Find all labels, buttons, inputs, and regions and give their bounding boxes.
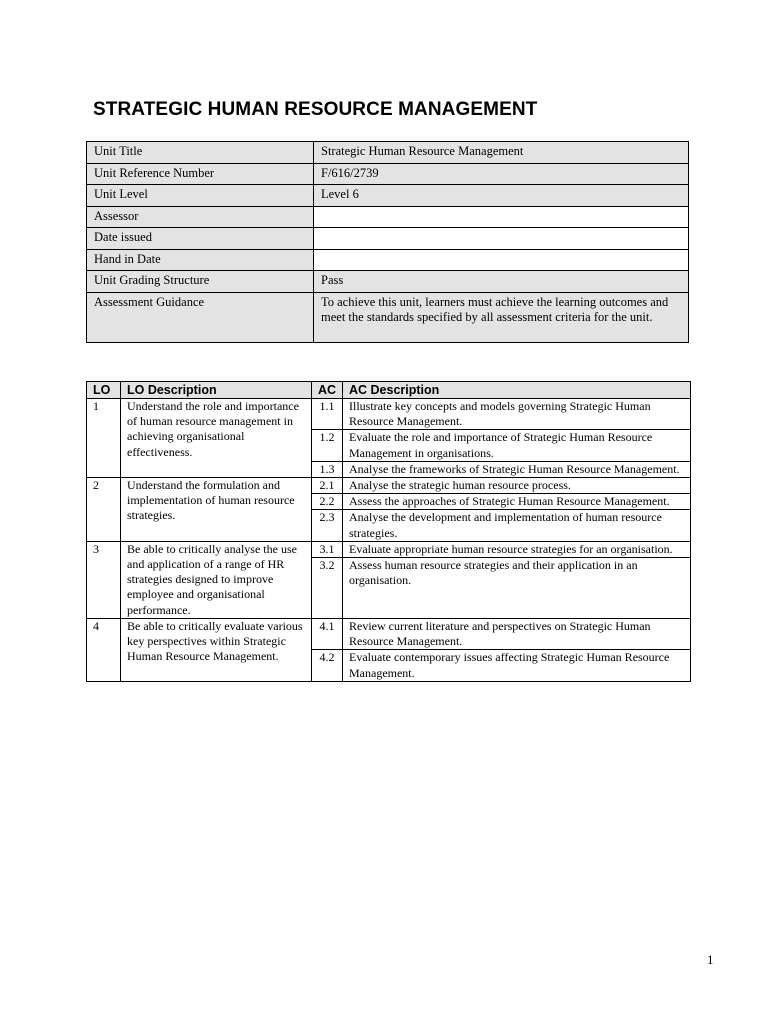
unit-info-value — [314, 228, 689, 250]
lo-number: 2 — [87, 478, 121, 542]
lo-number: 3 — [87, 541, 121, 618]
learning-outcomes-table — [86, 381, 691, 682]
unit-info-value: Level 6 — [314, 185, 689, 207]
table-row — [87, 541, 691, 557]
table-row — [87, 478, 691, 494]
ac-description: Assess the approaches of Strategic Human Resource Management. — [343, 494, 691, 510]
lo-description-header: LO Description — [121, 382, 312, 399]
unit-info-row — [87, 228, 689, 250]
lo-number: 1 — [87, 399, 121, 478]
page-number: 1 — [707, 952, 714, 967]
unit-info-label: Hand in Date — [87, 249, 314, 271]
ac-number: 3.1 — [312, 541, 343, 557]
unit-info-label: Assessment Guidance — [87, 292, 314, 342]
ac-description: Evaluate appropriate human resource strategies for an organisation. — [343, 541, 691, 557]
unit-info-label: Unit Reference Number — [87, 163, 314, 185]
lo-description: Be able to critically evaluate various key perspectives within Strategic Human Resource Management. — [121, 619, 312, 682]
unit-info-label: Date issued — [87, 228, 314, 250]
ac-description: Review current literature and perspectives on Strategic Human Resource Management. — [343, 619, 691, 650]
unit-info-value: To achieve this unit, learners must achieve the learning outcomes and meet the standards specified by all assessment criteria for the unit. — [314, 292, 689, 342]
unit-info-row — [87, 249, 689, 271]
unit-info-row — [87, 163, 689, 185]
ac-number: 2.3 — [312, 510, 343, 541]
unit-info-value: F/616/2739 — [314, 163, 689, 185]
ac-number: 4.2 — [312, 650, 343, 681]
lo-header: LO — [87, 382, 121, 399]
unit-info-value: Strategic Human Resource Management — [314, 142, 689, 164]
ac-header: AC — [312, 382, 343, 399]
table-row — [87, 399, 691, 430]
ac-description: Evaluate the role and importance of Strategic Human Resource Management in organisations. — [343, 430, 691, 461]
ac-number: 4.1 — [312, 619, 343, 650]
ac-number: 3.2 — [312, 558, 343, 619]
unit-info-row — [87, 142, 689, 164]
unit-info-label: Unit Level — [87, 185, 314, 207]
lo-description: Be able to critically analyse the use and application of a range of HR strategies designed to improve employee and organisational performance. — [121, 541, 312, 618]
ac-description: Analyse the frameworks of Strategic Human Resource Management. — [343, 461, 691, 477]
unit-info-row — [87, 292, 689, 342]
ac-number: 1.1 — [312, 399, 343, 430]
unit-info-row — [87, 206, 689, 228]
ac-description: Evaluate contemporary issues affecting Strategic Human Resource Management. — [343, 650, 691, 681]
ac-number: 1.3 — [312, 461, 343, 477]
ac-description-header: AC Description — [343, 382, 691, 399]
document-title: STRATEGIC HUMAN RESOURCE MANAGEMENT — [93, 99, 538, 120]
lo-description: Understand the formulation and implementation of human resource strategies. — [121, 478, 312, 542]
lo-table-header-row — [87, 382, 691, 399]
table-row — [87, 619, 691, 650]
lo-description: Understand the role and importance of human resource management in achieving organisational effectiveness. — [121, 399, 312, 478]
unit-info-label: Unit Grading Structure — [87, 271, 314, 293]
ac-description: Illustrate key concepts and models governing Strategic Human Resource Management. — [343, 399, 691, 430]
ac-number: 1.2 — [312, 430, 343, 461]
unit-info-value: Pass — [314, 271, 689, 293]
ac-number: 2.2 — [312, 494, 343, 510]
unit-info-row — [87, 185, 689, 207]
ac-description: Analyse the strategic human resource process. — [343, 478, 691, 494]
ac-number: 2.1 — [312, 478, 343, 494]
ac-description: Analyse the development and implementation of human resource strategies. — [343, 510, 691, 541]
ac-description: Assess human resource strategies and their application in an organisation. — [343, 558, 691, 619]
unit-info-row — [87, 271, 689, 293]
lo-number: 4 — [87, 619, 121, 682]
unit-info-value — [314, 206, 689, 228]
unit-info-label: Unit Title — [87, 142, 314, 164]
unit-info-value — [314, 249, 689, 271]
unit-info-label: Assessor — [87, 206, 314, 228]
unit-info-table — [86, 141, 689, 343]
